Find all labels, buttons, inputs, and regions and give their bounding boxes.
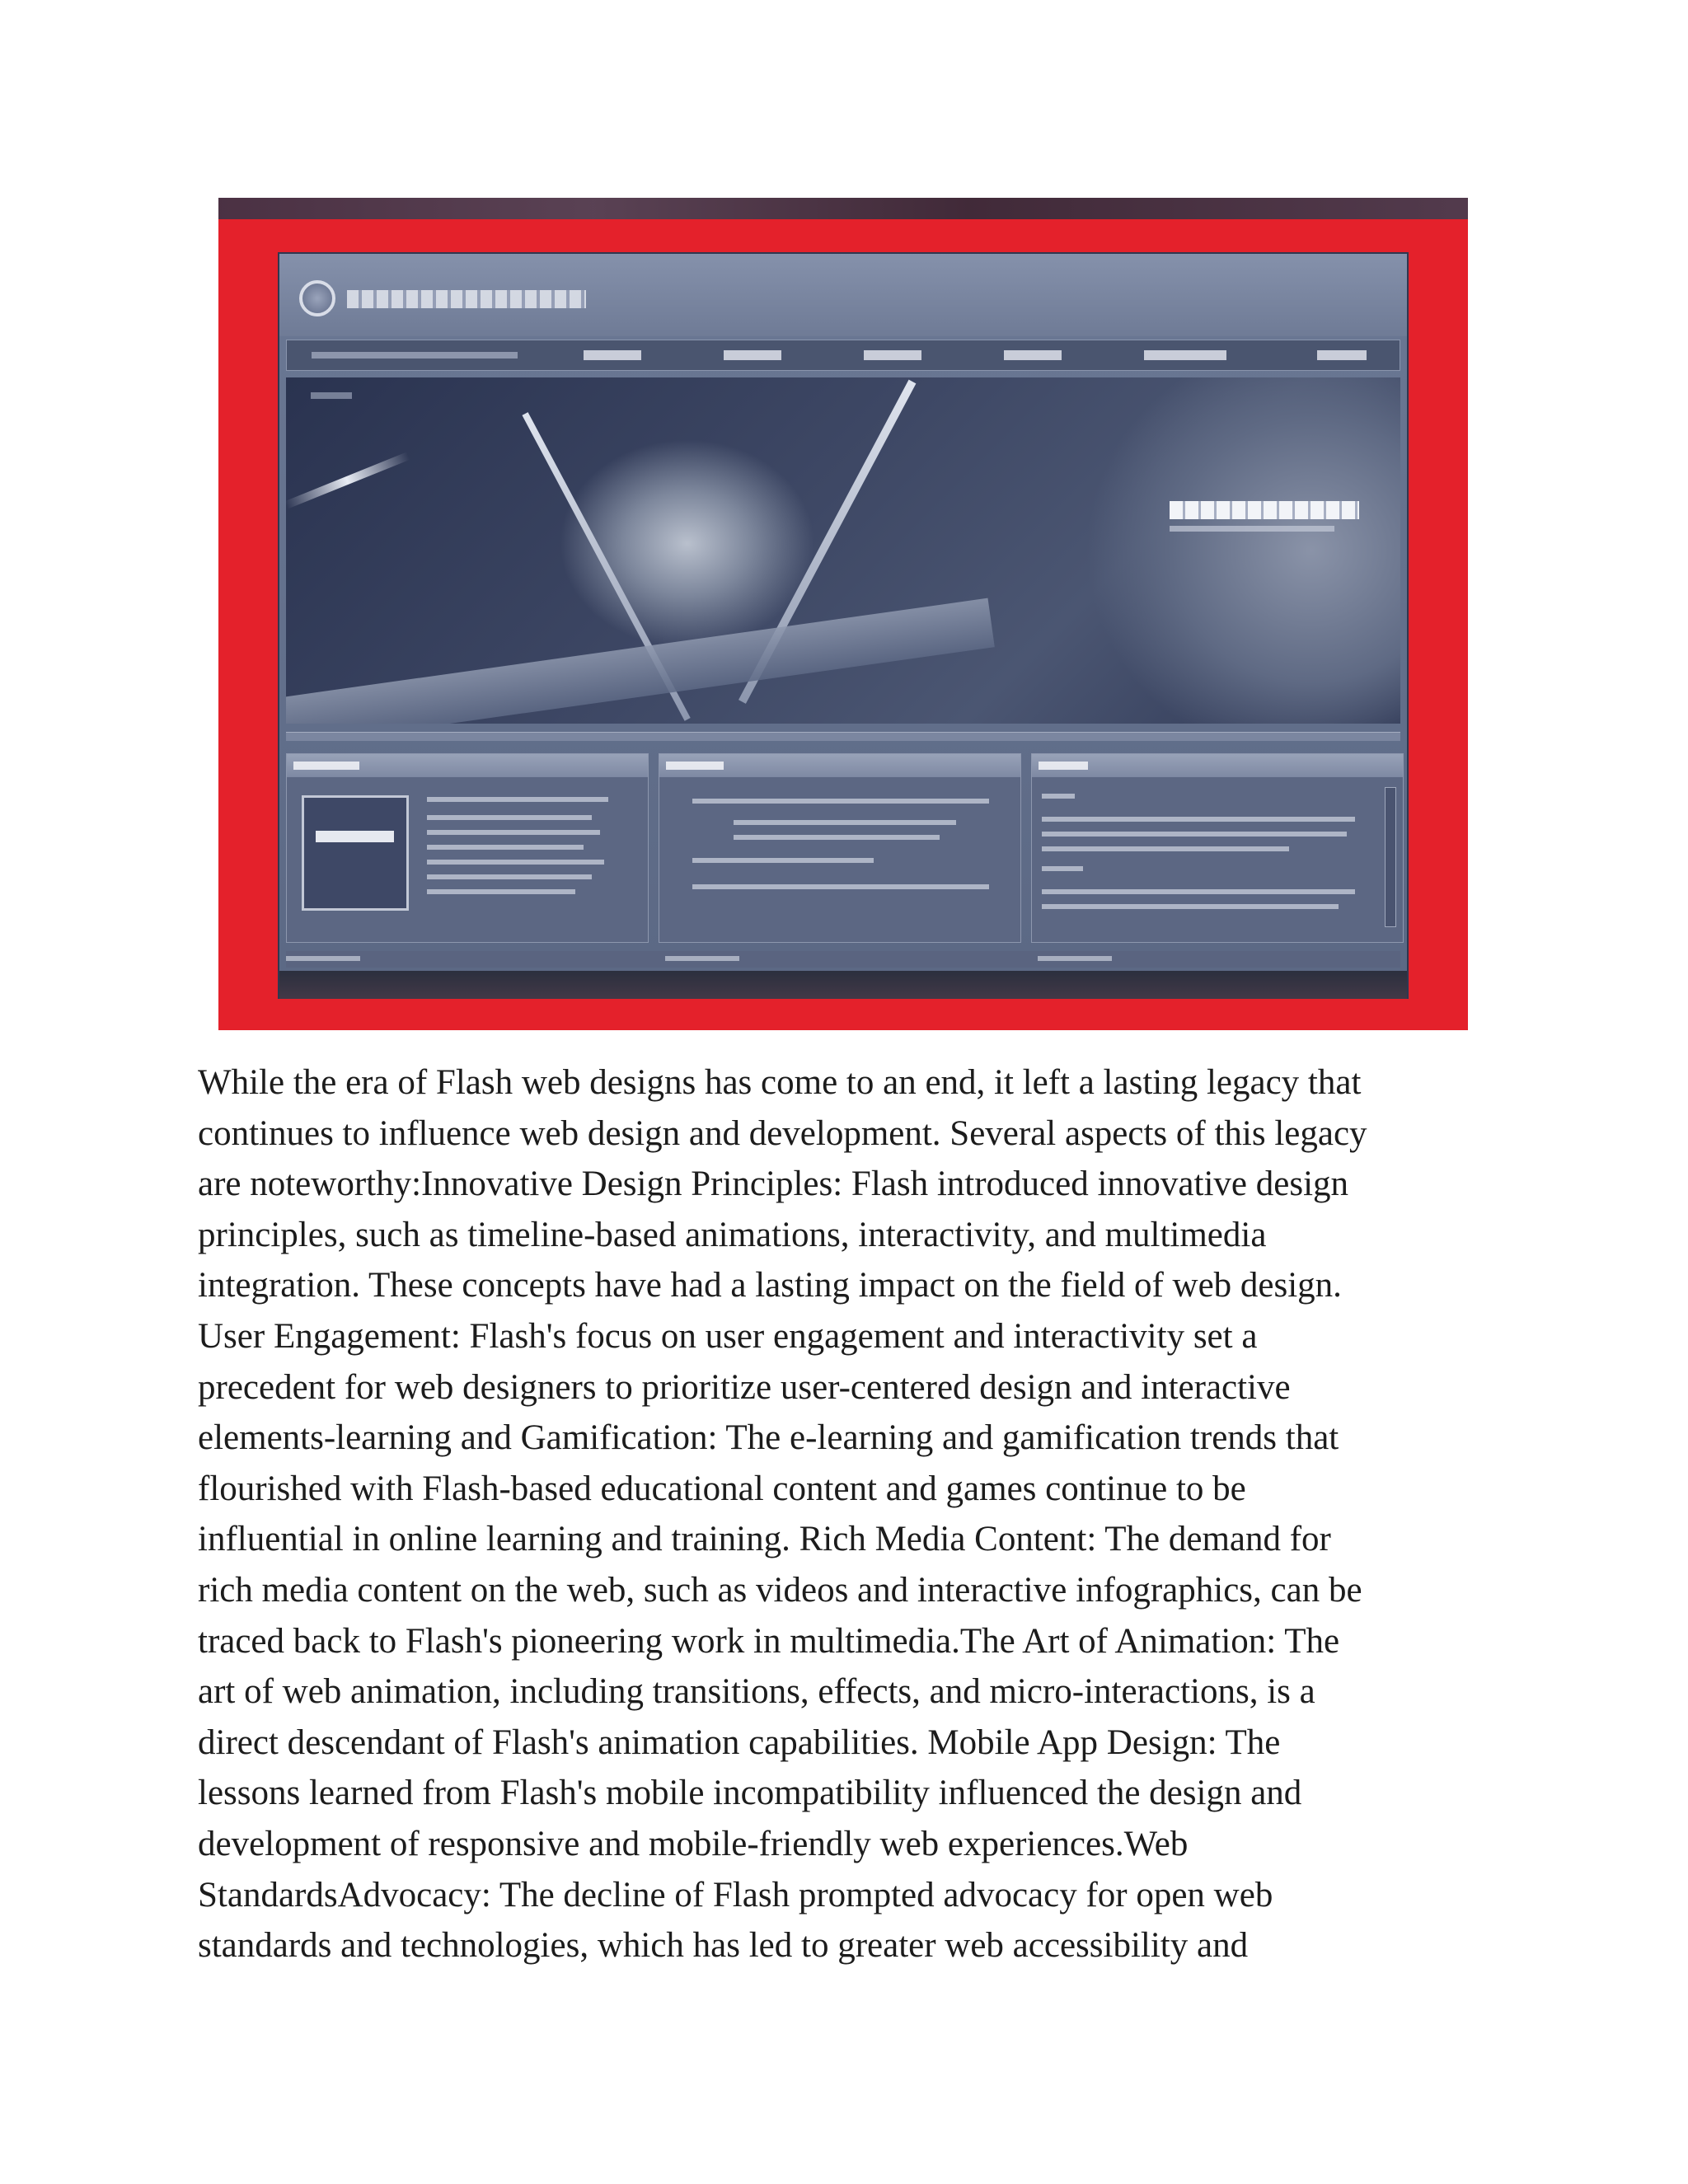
nav-item (724, 350, 781, 360)
hero-tiny-label (311, 392, 352, 399)
text-line (427, 860, 604, 865)
article-paragraph: While the era of Flash web designs has come to an end, it left a lasting legacy that continues to influence web design and development. Several aspects of this legacy are noteworthy:Innovative Design Principles: Flash introduced innovative design principles, such as timeline-based animations, interactivity, and multimedia integration. These concepts have had a lasting impact on the field of web design. User Engagement: Flash's focus on user engagement and interactivity set a precedent for web designers to prioritize user-centered design and interactive elements-learning and Gamification: The e-learning and gamification trends that flourished with Flash-based educational content and games continue to be influential in online learning and training. Rich Media Content: The demand for rich media content on the web, such as videos and interactive infographics, can be traced back to Flash's pioneering work in multimedia.The Art of Animation: The art of web animation, including transitions, effects, and micro-interactions, is a direct descendant of Flash's animation capabilities. Mobile App Design: The lessons learned from Flash's mobile incompatibility influenced the design and development of responsive and mobile-friendly web experiences.Web StandardsAdvocacy: The decline of Flash prompted advocacy for open web standards and technologies, which has led to greater web accessibility and (198, 1063, 1367, 1966)
text-line (427, 889, 575, 894)
text-line (692, 799, 989, 804)
nav-item (864, 350, 921, 360)
figure-top-strip (218, 198, 1468, 219)
nav-item (584, 350, 641, 360)
flash-website-screenshot (218, 198, 1468, 1030)
content-panel (286, 753, 649, 943)
footer-label (1038, 956, 1112, 961)
promo-graphic-text (316, 831, 394, 842)
text-line (734, 820, 956, 825)
hero-scrollbar (286, 732, 1400, 741)
hero-subtitle-graphic (1170, 526, 1334, 532)
text-line (734, 835, 940, 840)
text-line (692, 858, 874, 863)
text-line (1042, 846, 1289, 851)
nav-item (1317, 350, 1367, 360)
site-wordmark (347, 290, 586, 308)
text-line (427, 797, 608, 802)
panel-header-label (1039, 762, 1088, 770)
promo-graphic (302, 795, 409, 911)
panel-scrollbar (1385, 787, 1396, 927)
panel-header (659, 754, 1020, 777)
content-panel (1031, 753, 1404, 943)
text-line (1042, 817, 1355, 822)
hero-band (286, 598, 995, 724)
flash-site-mockup (278, 252, 1409, 1006)
text-line (1042, 889, 1355, 894)
site-logo-icon (299, 280, 335, 316)
content-panel (659, 753, 1021, 943)
figure-bottom-strip (218, 999, 1468, 1030)
text-line (427, 815, 592, 820)
panel-header (1032, 754, 1403, 777)
text-line (427, 845, 584, 850)
panel-header-label (293, 762, 359, 770)
text-line (1042, 904, 1339, 909)
site-footer-strip (286, 951, 1400, 968)
text-line (692, 884, 989, 889)
footer-label (665, 956, 739, 961)
text-line (1042, 794, 1075, 799)
panel-header (287, 754, 648, 777)
nav-breadcrumb (312, 352, 518, 359)
text-line (1042, 866, 1083, 871)
text-line (1042, 832, 1347, 837)
hero-light-beam (286, 452, 410, 509)
nav-item (1144, 350, 1226, 360)
text-line (427, 830, 600, 835)
site-header (279, 254, 1407, 336)
site-nav-bar (286, 340, 1400, 371)
panel-header-label (666, 762, 724, 770)
hero-image (286, 377, 1400, 724)
hero-title-graphic (1170, 501, 1359, 519)
content-panels (286, 753, 1400, 943)
footer-label (286, 956, 360, 961)
text-line (427, 874, 592, 879)
nav-item (1004, 350, 1062, 360)
